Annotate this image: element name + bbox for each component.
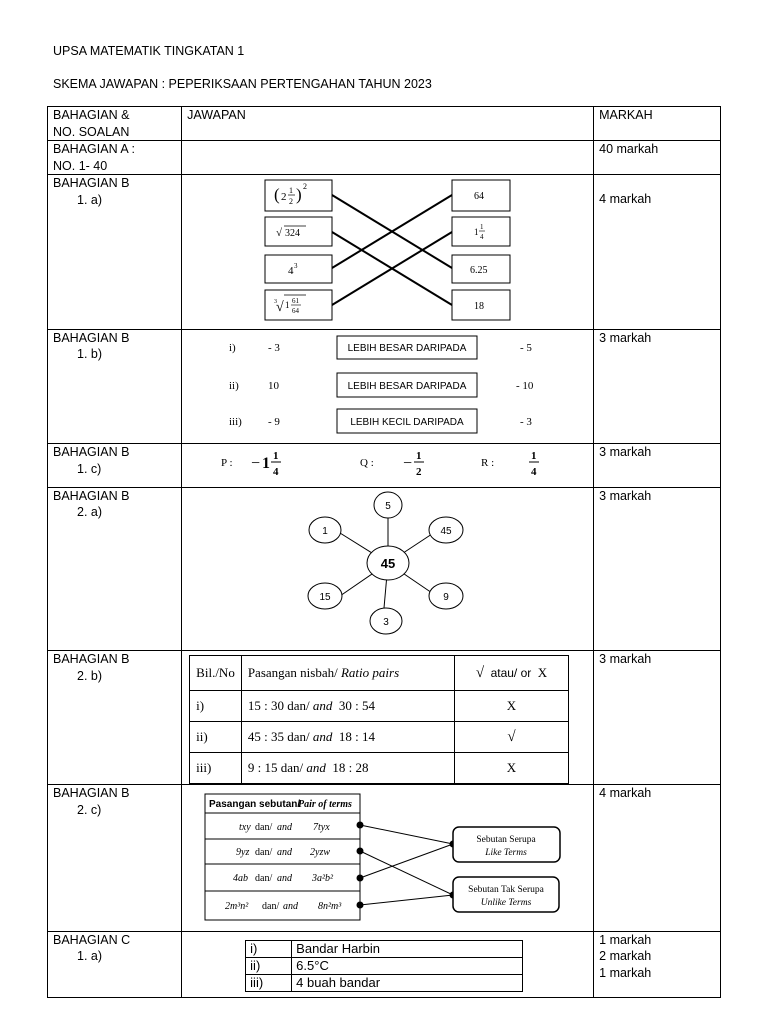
outer-value: 1: [322, 525, 328, 537]
section-label: BAHAGIAN B: [53, 652, 130, 666]
term-left: 4ab: [233, 873, 249, 884]
relation-text: LEBIH KECIL DARIPADA: [350, 416, 464, 428]
relation-text: LEBIH BESAR DARIPADA: [347, 380, 467, 392]
unlike-terms-malay: Sebutan Tak Serupa: [468, 885, 545, 895]
answer-cell: [182, 487, 594, 651]
header-marks-cell: [594, 107, 721, 141]
center-value: 45: [380, 555, 396, 571]
cbrt-num: 61: [292, 297, 300, 305]
c1a-answer: 6.5°C: [292, 957, 523, 974]
dan-label: dan/: [255, 847, 273, 858]
like-terms-english: Like Terms: [485, 848, 527, 858]
c1a-answer-table: [245, 940, 523, 992]
mixed-num: 1: [289, 186, 294, 195]
section-label: BAHAGIAN B: [53, 445, 130, 459]
term-right: 8n²m³: [318, 901, 342, 912]
exponent: 2: [303, 182, 308, 191]
p-denominator: 4: [273, 466, 279, 478]
outer-value: 15: [319, 591, 331, 603]
marks-value: 4 markah: [599, 192, 652, 206]
answer-cell: [182, 175, 594, 330]
term-left: 2m³n²: [225, 901, 249, 912]
outer-value: 3: [383, 616, 389, 628]
relation-text: LEBIH BESAR DARIPADA: [347, 342, 467, 354]
left-box: [265, 255, 332, 283]
r-denominator: 4: [531, 466, 537, 478]
question-cell: [48, 141, 182, 175]
marks-value: 1 markah: [599, 965, 652, 980]
marks-value: 3 markah: [599, 652, 652, 666]
roman-label: i): [229, 341, 236, 354]
and-label: and: [277, 873, 293, 884]
question-label: 1. a): [77, 949, 103, 963]
connector-dot: [357, 848, 364, 855]
ratio-pair: 15 : 30 dan/ and 30 : 54: [241, 691, 454, 722]
marks-value: 3 markah: [599, 445, 652, 459]
cbrt-whole: 1: [285, 300, 290, 310]
ratio-header-row: [190, 656, 569, 691]
answer-cell: [182, 141, 594, 175]
pairs-header-english: Pair of terms: [298, 799, 353, 810]
ratio-pair: 45 : 35 dan/ and 18 : 14: [241, 722, 454, 753]
right-value: 18: [474, 301, 485, 312]
matching-diagram: [182, 175, 575, 324]
mixed-whole: 2: [281, 191, 287, 203]
ratio-header-check: √ atau/ or X: [454, 656, 568, 691]
cbrt-sign: √: [276, 300, 284, 315]
comparison-diagram: [182, 330, 575, 439]
ratio-header-no: Bil./No: [190, 656, 242, 691]
and-label: and: [283, 901, 299, 912]
power-base: 4: [288, 265, 294, 277]
p-numerator: 1: [273, 450, 279, 462]
left-number: - 9: [268, 415, 281, 428]
p-sign: −: [251, 455, 261, 472]
question-label: 2. b): [77, 668, 103, 683]
section-label: BAHAGIAN B: [53, 330, 130, 345]
right-number: - 10: [516, 379, 534, 392]
table-row: [48, 651, 721, 785]
c1a-answer: 4 buah bandar: [292, 974, 523, 991]
header-answer-label: JAWAPAN: [187, 108, 246, 122]
marks-cell: [594, 329, 721, 444]
table-row: [48, 487, 721, 651]
table-row: [48, 785, 721, 932]
question-cell: [48, 444, 182, 488]
right-value: 6.25: [470, 265, 488, 276]
q-numerator: 1: [416, 450, 422, 462]
term-left: 9yz: [236, 847, 250, 858]
table-row: [246, 940, 523, 957]
mixed-den: 2: [289, 197, 294, 206]
header-marks-label: MARKAH: [599, 108, 653, 122]
roman-label: iii): [229, 415, 243, 428]
right-whole: 1: [474, 227, 479, 237]
factor-star-diagram: [182, 488, 575, 646]
term-right: 3a²b²: [312, 873, 334, 884]
marks-cell: [594, 931, 721, 997]
c1a-no: ii): [246, 957, 292, 974]
and-label: and: [277, 822, 293, 833]
term-right: 2yzw: [310, 847, 331, 858]
header-section-line1: BAHAGIAN &: [53, 108, 130, 122]
roman-label: ii): [229, 379, 239, 392]
right-number: - 5: [520, 341, 533, 354]
left-number: - 3: [268, 341, 281, 354]
table-row: [48, 329, 721, 444]
c1a-no: iii): [246, 974, 292, 991]
marks-cell: [594, 141, 721, 175]
ratio-header-pairs: Pasangan nisbah/ Ratio pairs: [241, 656, 454, 691]
dan-label: dan/: [255, 873, 273, 884]
p-whole: 1: [262, 455, 271, 472]
marks-cell: [594, 444, 721, 488]
term-right: 7tyx: [313, 822, 330, 833]
q-label: Q :: [360, 457, 374, 469]
term-left: txy: [239, 822, 251, 833]
term-pairs-diagram: [182, 785, 575, 926]
right-value: 64: [474, 191, 485, 202]
ratio-no: i): [190, 691, 242, 722]
ratio-no: ii): [190, 722, 242, 753]
and-label: and: [277, 847, 293, 858]
section-label: BAHAGIAN B: [53, 488, 130, 503]
right-box: [452, 217, 510, 246]
c1a-answer: Bandar Harbin: [292, 940, 523, 957]
marks-cell: [594, 487, 721, 651]
dan-label: dan/: [255, 822, 273, 833]
like-terms-malay: Sebutan Serupa: [476, 835, 536, 845]
outer-value: 45: [440, 525, 452, 537]
table-row: [48, 931, 721, 997]
right-den: 4: [480, 233, 484, 241]
fraction-answers: [182, 444, 575, 482]
ratio-mark: X: [454, 753, 568, 784]
question-label: NO. 1- 40: [53, 158, 108, 173]
marks-value: 1 markah: [599, 932, 652, 947]
q-sign: −: [403, 455, 413, 472]
connector-dot: [357, 822, 364, 829]
section-label: BAHAGIAN B: [53, 786, 130, 800]
unlike-terms-english: Unlike Terms: [480, 898, 532, 908]
dan-label: dan/: [262, 901, 280, 912]
marks-cell: [594, 785, 721, 932]
table-header-row: [48, 107, 721, 141]
document-title: UPSA MATEMATIK TINGKATAN 1: [53, 44, 245, 58]
document-subtitle: SKEMA JAWAPAN : PEPERIKSAAN PERTENGAHAN TAHUN 2023: [53, 77, 432, 91]
ratio-mark: X: [454, 691, 568, 722]
question-label: 1. b): [77, 347, 103, 361]
p-label: P :: [221, 457, 233, 469]
power-exp: 3: [294, 262, 298, 270]
outer-value: 9: [443, 591, 449, 603]
cbrt-index: 3: [274, 299, 278, 305]
table-row: [246, 974, 523, 991]
ratio-pair: 9 : 15 dan/ and 18 : 28: [241, 753, 454, 784]
table-row: [48, 444, 721, 488]
r-numerator: 1: [531, 450, 537, 462]
marks-value: 3 markah: [599, 488, 652, 503]
pairs-header-malay: Pasangan sebutan/: [209, 799, 301, 810]
paren-open: (: [274, 185, 280, 204]
paren-close: ): [296, 185, 302, 204]
c1a-no: i): [246, 940, 292, 957]
question-label: 2. c): [77, 802, 102, 817]
right-number: - 3: [520, 415, 533, 428]
question-cell: [48, 931, 182, 997]
answer-cell: [182, 785, 594, 932]
table-row: [48, 141, 721, 175]
question-label: 1. c): [77, 461, 102, 476]
ratio-pairs-table: [189, 655, 569, 784]
question-cell: [48, 329, 182, 444]
connector-dot: [357, 902, 364, 909]
table-row: [246, 957, 523, 974]
answer-cell: [182, 329, 594, 444]
section-label: BAHAGIAN C: [53, 932, 131, 947]
left-number: 10: [268, 379, 280, 392]
table-row: [190, 722, 569, 753]
ratio-mark: √: [454, 722, 568, 753]
question-cell: [48, 175, 182, 330]
connector-dot: [357, 875, 364, 882]
header-section-line2: NO. SOALAN: [53, 124, 130, 139]
marks-value: 3 markah: [599, 330, 652, 345]
q-denominator: 2: [416, 466, 422, 478]
question-cell: [48, 487, 182, 651]
header-section-cell: [48, 107, 182, 141]
sqrt-value: 324: [285, 228, 301, 239]
marks-value: 4 markah: [599, 786, 652, 800]
table-row: [48, 175, 721, 330]
cbrt-den: 64: [292, 307, 300, 315]
answer-cell: [182, 931, 594, 997]
marks-value: 40 markah: [599, 142, 659, 156]
header-answer-cell: [182, 107, 594, 141]
marks-value: 2 markah: [599, 949, 652, 963]
question-cell: [48, 785, 182, 932]
r-label: R :: [481, 457, 495, 469]
answer-scheme-table: [47, 106, 721, 998]
ratio-no: iii): [190, 753, 242, 784]
section-label: BAHAGIAN A :: [53, 142, 135, 156]
question-label: 2. a): [77, 505, 103, 519]
answer-cell: [182, 444, 594, 488]
table-row: [190, 753, 569, 784]
answer-cell: [182, 651, 594, 785]
question-cell: [48, 651, 182, 785]
sqrt-sign: √: [276, 227, 283, 239]
table-row: [190, 691, 569, 722]
marks-cell: [594, 651, 721, 785]
question-label: 1. a): [77, 192, 103, 207]
outer-value: 5: [385, 500, 391, 512]
marks-cell: [594, 175, 721, 330]
right-num: 1: [480, 223, 484, 231]
section-label: BAHAGIAN B: [53, 176, 130, 190]
